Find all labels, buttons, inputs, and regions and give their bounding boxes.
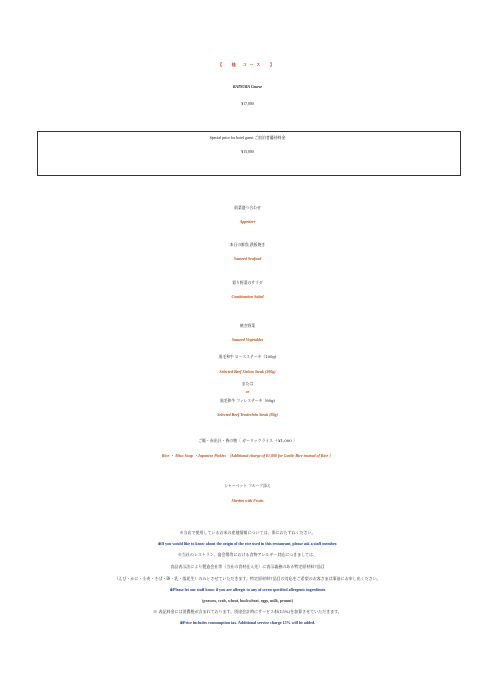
salad-jp: 彩り野菜のサラダ (232, 280, 263, 285)
sherbet-en: Sherbet with Fruits (231, 498, 264, 503)
sherbet-jp: シャーベット フルーツ添え (224, 483, 271, 488)
or-en: or (245, 389, 250, 394)
sirloin-en: Selected Beef Sirloin Steak (100g) (219, 369, 276, 374)
rice-jp: ご飯・赤出汁・香の物〔 ガーリックライス ＋¥1,000 〕 (198, 438, 297, 443)
note-rice-origin-en: ※If you would like to know about the origin of the rice used in this restaurant, please ask a staff member. (157, 541, 338, 546)
or-jp: または (241, 381, 254, 386)
vegetables-jp: 焼き野菜 (239, 323, 256, 328)
tenderloin-en: Selected Beef Tenderloin Steak (80g) (217, 412, 278, 417)
course-price: ¥17,000 (241, 102, 254, 106)
appetizer-jp: 前菜盛り合わせ (234, 205, 261, 210)
course-subtitle: KATSURA Course (232, 85, 263, 89)
note-allergy-en-1: ※Please let our staff know if you are allergic to any of seven specified allergenic ingredients (169, 587, 326, 592)
note-tax-en: ※Price includes consumption tax. Additional service charge 15% will be added. (179, 620, 316, 625)
rice-en: Rice ・ Miso Soup ・Japanese Pickles 〔Additional charge of ¥1,000 for Garlic Rice instead of Rice 〕 (161, 453, 334, 458)
salad-en: Combination Salad (231, 294, 264, 299)
guest-price-label: Special price for hotel guest ご宿泊者優待料金 (209, 136, 286, 140)
vegetables-en: Sauteed Vegetables (231, 337, 264, 342)
note-allergy-jp-3: （えび・かに・小麦・そば・卵・乳・落花生）のみとさせていただきます。特定原材料7品目の対応をご希望のお客さまは事前にお申し出ください。 (114, 576, 381, 581)
seafood-jp: 本日の鮮魚 鉄板焼き (229, 242, 266, 247)
seafood-en: Sauteed Seafood (233, 256, 262, 261)
tenderloin-jp: 黒毛和牛 フィレステーキ（80g) (219, 398, 276, 403)
course-title: 【 桂 コース 】 (218, 62, 277, 67)
note-allergy-jp-2: 食品表示法により製造会社等（当社の食材仕入先）に表示義務のある特定原材料7品目 (170, 564, 325, 569)
sirloin-jp: 黒毛和牛 ロースステーキ（100g) (218, 354, 277, 359)
note-allergy-en-2: (prawns, crab, wheat, buckwheat, eggs, milk, peanut) (202, 598, 293, 603)
note-tax-jp: ※ 表記料金には消費税が含まれております。別途会計時にサービス料(15%)を加算させていただきます。 (153, 609, 342, 614)
note-allergy-jp-1: ※当社のレストラン、宴会場等における食物アレルギー対応につきましては、 (177, 552, 318, 557)
note-rice-origin-jp: ※当店で使用しているお米の産地情報については、係におたずねください。 (179, 530, 316, 535)
appetizer-en: Appetizer (239, 219, 256, 224)
guest-price: ¥15,000 (241, 150, 254, 154)
